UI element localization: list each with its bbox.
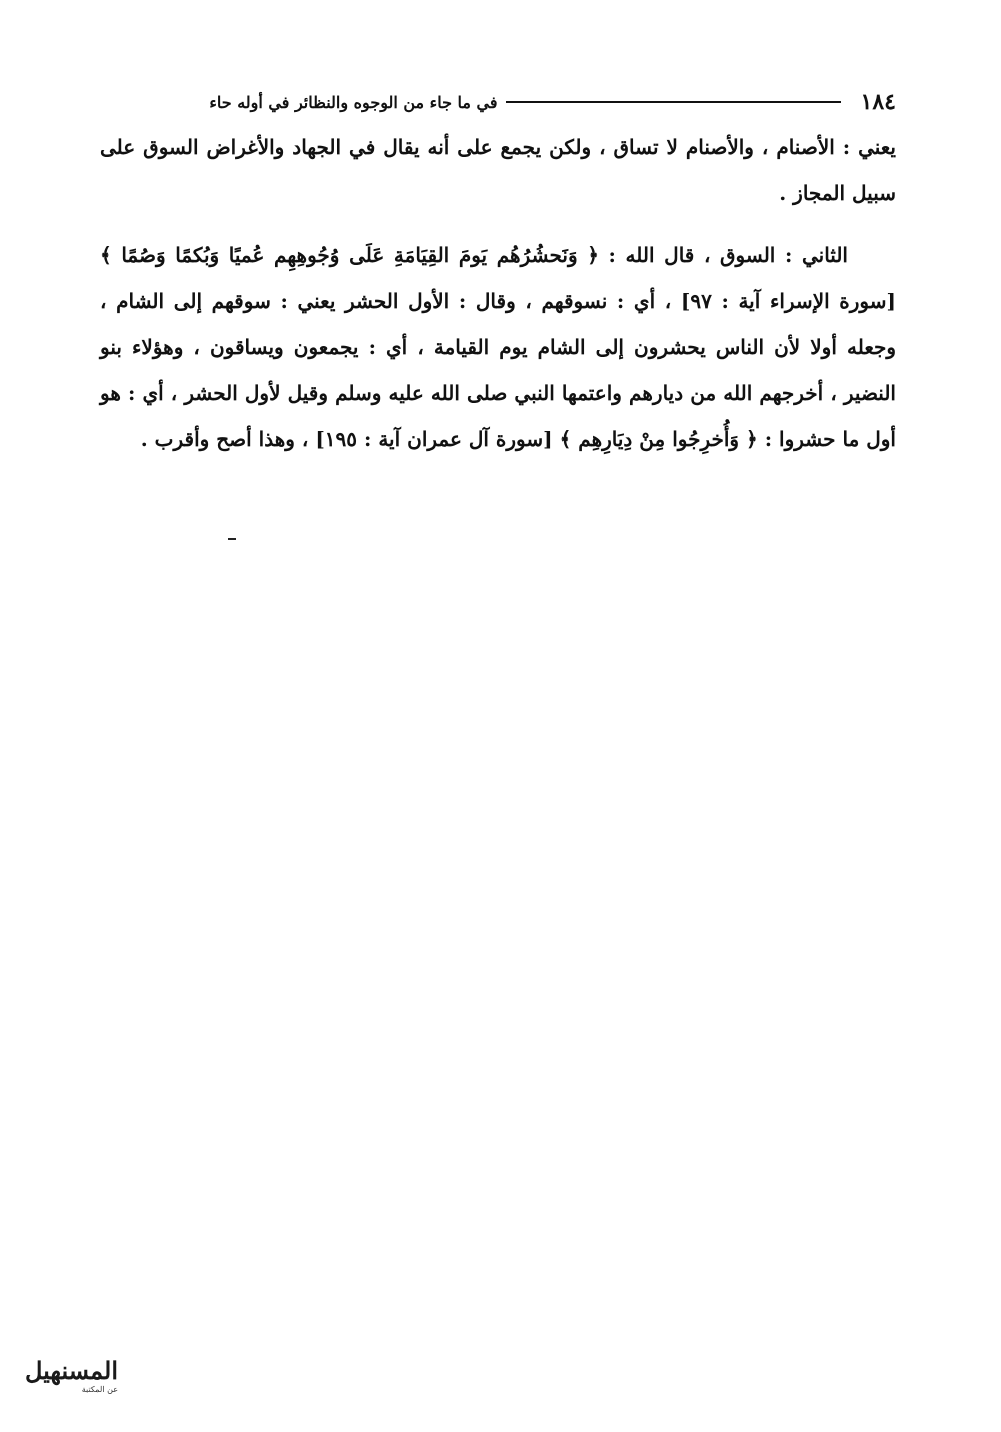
running-header [96, 86, 896, 118]
stray-mark [228, 538, 236, 540]
paragraph-2 [100, 232, 896, 462]
body-text [100, 124, 896, 462]
logo-subtext: عن المكتبة [81, 1385, 118, 1394]
logo-calligraphy: المسنهيل [25, 1356, 118, 1385]
running-title: في ما جاء من الوجوه والنظائر في أوله حاء [209, 92, 498, 112]
publisher-logo [8, 1356, 118, 1418]
paragraph-2-text: الثاني : السوق ، قال الله : ﴿ وَنَحشُرُهُم يَومَ القِيَامَةِ عَلَى وُجُوهِهِم عُميًا وَبُكمًا وَصُمًا ﴾ [سورة الإسراء آية : ٩٧] ، أي : نسوقهم ، وقال : الأول الحشر يعني : سوقهم إلى الشام ، وجعله أولا لأن الناس يحشرون إلى الشام يوم القيامة ، أي : يجمعون ويساقون ، وهؤلاء بنو النضير ، أخرجهم الله من ديارهم واعتمها النبي صلى الله عليه وسلم وقيل لأول الحشر ، أي : هو أول ما حشروا : ﴿ وَأُخرِجُوا مِنْ دِيَارِهِم ﴾ [سورة آل عمران آية : ١٩٥] ، وهذا أصح وأقرب . [100, 243, 896, 451]
header-rule [506, 101, 841, 103]
paragraph-1: يعني : الأصنام ، والأصنام لا تساق ، ولكن يجمع على أنه يقال في الجهاد والأغراض السوق على سبيل المجاز . [100, 135, 896, 205]
page-number: ١٨٤ [860, 89, 896, 115]
